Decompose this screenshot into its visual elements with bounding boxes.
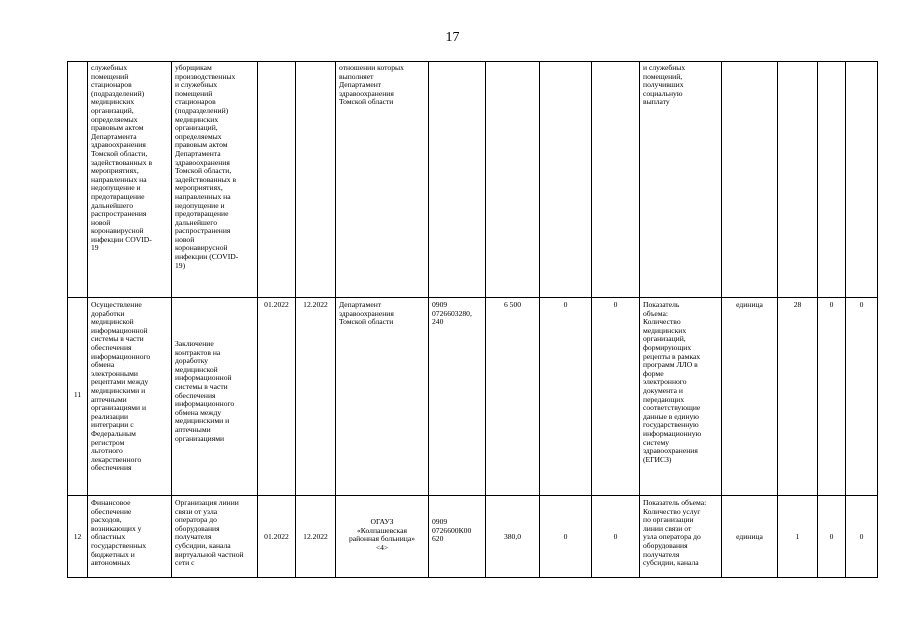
col-border <box>539 61 540 578</box>
col-border <box>639 61 640 578</box>
value-cell: 0 <box>613 301 618 309</box>
col-border <box>777 61 778 578</box>
executor-cell: отношении которых выполняет Департамент здравоохранения Томской области <box>339 64 404 107</box>
col-border <box>257 61 258 578</box>
table-right-border <box>877 61 878 578</box>
program-table <box>67 61 878 578</box>
kbk-cell: 0909 0726600К00 620 <box>432 518 472 544</box>
col-border <box>845 61 846 578</box>
row-divider <box>67 495 878 496</box>
indicator-cell: Показатель объема: Количество медицинских организаций, формирующих рецепты в рамках программ ЛЛО в форме электронного документа и передающих соответствующие данные в единую государственную информационную систему здравоохранения (ЕГИСЗ) <box>643 301 702 464</box>
table-top-border <box>67 61 878 62</box>
kbk-cell: 0909 0726603280, 240 <box>432 301 472 327</box>
indicator-cell: Показатель объема: Количество услуг по организации линии связи от узла оператора до оборудования получателя субсидии, канала <box>643 499 707 568</box>
start-date-cell: 01.2022 <box>264 533 289 541</box>
activity-name-cell: Осуществление доработки медицинской информационной системы в части обеспечения информационного обмена электронными рецептами между медицинскими и аптечными организациями и реализации интеграции с Федеральным регистром льготного лекарственного обеспечения <box>91 301 151 473</box>
executor-cell: Департамент здравоохранения Томской области <box>339 301 394 327</box>
quantity-cell: 0 <box>829 301 834 309</box>
col-border <box>817 61 818 578</box>
activity-name-cell: служебных помещений стационаров (подразделений) медицинских организаций, определяемых правовым актом Департамента здравоохранения Томской области, задействованных в мероприятиях, направленных на недопущение и предотвращение дальнейшего распространения новой коронавирусной инфекции COVID- 19 <box>91 64 153 253</box>
end-date-cell: 12.2022 <box>303 533 328 541</box>
quantity-cell: 28 <box>793 301 802 309</box>
value-cell: 0 <box>613 533 618 541</box>
executor-cell: ОГАУЗ «Колпашевская районная больница» <4> <box>348 518 416 552</box>
col-border <box>295 61 296 578</box>
row-divider <box>67 297 878 298</box>
amount-cell: 380,0 <box>503 533 522 541</box>
col-border <box>485 61 486 578</box>
table-bottom-border <box>67 577 878 578</box>
col-border <box>591 61 592 578</box>
start-date-cell: 01.2022 <box>264 301 289 309</box>
unit-cell: единица <box>736 533 763 541</box>
col-border <box>721 61 722 578</box>
quantity-cell: 0 <box>859 301 864 309</box>
activity-description-cell: уборщикам производственных и служебных помещений стационаров (подразделений) медицинских организаций, определяемых правовым актом Департамента здравоохранения Томской области, задействованных в мероприятиях, направленных на недопущение и предотвращение дальнейшего распространения новой коронавирусной инфекции (COVID- 19) <box>175 64 239 270</box>
col-border <box>87 61 88 578</box>
unit-cell: единица <box>736 301 763 309</box>
quantity-cell: 0 <box>859 533 864 541</box>
col-border <box>335 61 336 578</box>
activity-description-cell: Заключение контрактов на доработку медицинской информационной системы в части обеспечения информационного обмена между медицинскими и аптечными организациями <box>175 340 235 443</box>
end-date-cell: 12.2022 <box>303 301 328 309</box>
row-number-cell: 12 <box>73 533 82 541</box>
col-border <box>428 61 429 578</box>
activity-description-cell: Организация линии связи от узла оператора до оборудования получателя субсидии, канала виртуальной частной сети с <box>175 499 244 568</box>
page-number: 17 <box>445 30 460 45</box>
indicator-cell: и служебных помещений, получивших социальную выплату <box>643 64 686 107</box>
value-cell: 0 <box>563 301 568 309</box>
col-border <box>67 61 68 578</box>
row-number-cell: 11 <box>73 391 82 399</box>
quantity-cell: 1 <box>795 533 800 541</box>
value-cell: 0 <box>563 533 568 541</box>
col-border <box>171 61 172 578</box>
activity-name-cell: Финансовое обеспечение расходов, возникающих у областных государственных бюджетных и автономных <box>91 499 147 568</box>
amount-cell: 6 500 <box>503 301 522 309</box>
quantity-cell: 0 <box>829 533 834 541</box>
